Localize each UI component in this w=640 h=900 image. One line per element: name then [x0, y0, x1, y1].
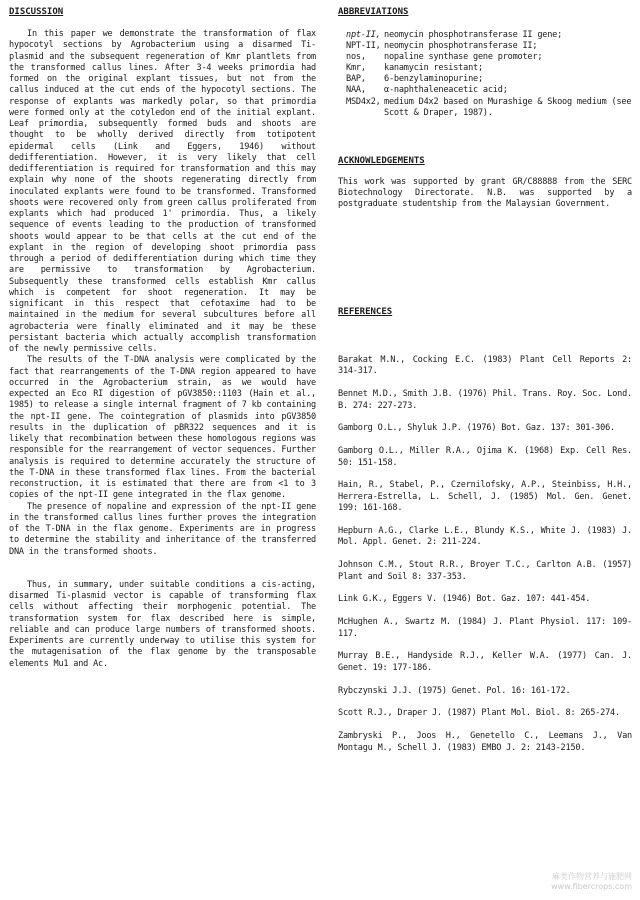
- abbreviation-definition: kanamycin resistant;: [384, 63, 483, 74]
- reference-item: McHughen A., Swartz M. (1984) J. Plant Physiol. 117: 109-117.: [338, 617, 632, 639]
- abbreviation-term: nos,: [346, 52, 366, 63]
- abbreviation-row: [338, 97, 632, 119]
- reference-item: Bennet M.D., Smith J.B. (1976) Phil. Trans. Roy. Soc. Lond. B. 274: 227-273.: [338, 389, 632, 411]
- abbreviation-term: MSD4x2,: [346, 96, 381, 107]
- abbreviation-definition: 6-benzylaminopurine;: [384, 74, 483, 85]
- acknowledgements-text: This work was supported by grant GR/C88888 from the SERC Biotechnology Directorate. N.B. was supported by a postgraduate studentship from the Malaysian Government.: [338, 176, 632, 210]
- watermark-line-1: 麻类作物营养与施肥网: [552, 872, 632, 881]
- abbreviation-definition: nopaline synthase gene promoter;: [384, 52, 543, 63]
- reference-item: Rybczynski J.J. (1975) Genet. Pol. 16: 161-172.: [338, 685, 571, 696]
- abbreviation-row: [338, 52, 632, 63]
- abbreviation-term: BAP,: [346, 74, 366, 85]
- acknowledgements-heading: ACKNOWLEDGEMENTS: [338, 155, 425, 166]
- abbreviations-heading: ABBREVIATIONS: [338, 7, 409, 17]
- abbreviation-definition: medium D4x2 based on Murashige & Skoog medium (see Scott & Draper, 1987).: [384, 96, 632, 118]
- reference-item: Scott R.J., Draper J. (1987) Plant Mol. Biol. 8: 265-274.: [338, 708, 620, 719]
- references-list: [338, 355, 632, 754]
- reference-item: Gamborg O.L., Shyluk J.P. (1976) Bot. Gaz. 137: 301-306.: [338, 423, 615, 434]
- abbreviations-list: [338, 30, 632, 119]
- abbreviation-term: NAA,: [346, 85, 366, 96]
- watermark-line-2: www.fibercrops.com: [551, 882, 632, 891]
- site-watermark: [551, 872, 632, 892]
- references-heading: REFERENCES: [338, 307, 393, 317]
- left-column: [9, 6, 316, 670]
- abbreviation-definition: neomycin phosphotransferase II gene;: [384, 30, 563, 40]
- reference-item: Zambryski P., Joos H., Genetello C., Leemans J., Van Montagu M., Schell J. (1983) EMBO J. 2: 2143-2150.: [338, 731, 632, 753]
- references-section: [338, 307, 632, 754]
- abbreviation-definition: α-naphthaleneacetic acid;: [384, 85, 508, 96]
- abbreviation-term: npt-II,: [346, 30, 381, 40]
- reference-item: Hain, R., Stabel, P., Czernilofsky, A.P., Steinbiss, H.H., Herrera-Estrella, L. Schell, J. (1985) Mol. Gen. Genet. 199: 161-168.: [338, 480, 632, 514]
- abbreviation-row: [338, 74, 632, 85]
- reference-item: Hepburn A.G., Clarke L.E., Blundy K.S., White J. (1983) J. Mol. Appl. Genet. 2: 211-224.: [338, 526, 632, 548]
- reference-item: Gamborg O.L., Miller R.A., Ojima K. (1968) Exp. Cell Res. 50: 151-158.: [338, 446, 632, 468]
- abbreviation-term: NPT-II,: [346, 41, 381, 52]
- discussion-paragraph-4: Thus, in summary, under suitable conditions a cis-acting, disarmed Ti-plasmid vector is capable of transforming flax cells without affecting their morphogenic potential. The transformation system for flax described here is simple, reliable and can produce large numbers of transformed shoots. Experiments are currently underway to utilise this system for the mutagenisation of the flax genome by the transposable elements Mu1 and Ac.: [9, 579, 316, 669]
- discussion-paragraph-2: The results of the T-DNA analysis were complicated by the fact that rearrangements of the T-DNA region appeared to have occurred in the Agrobacterium strain, as we would have expected an Eco RI digestion of pGV3850::1103 (Hain et al., 1985) to release a single internal fragment of 7 kb containing the npt-II gene. The cointegration of plasmids into pGV3850 results in the duplication of pBR322 sequences and it is likely that recombination between these homologous regions was responsible for the rearrangement of vector sequences. Further analysis is required to determine accurately the structure of the T-DNA in these transformed flax lines. From the bacterial reconstruction, it is estimated that there are from <1 to 3 copies of the npt-II gene integrated in the flax genome.: [9, 355, 316, 501]
- discussion-heading: DISCUSSION: [9, 7, 64, 17]
- right-column: [338, 6, 632, 753]
- reference-item: Johnson C.M., Stout R.R., Broyer T.C., Carlton A.B. (1957) Plant and Soil 8: 337-353.: [338, 560, 632, 582]
- discussion-paragraph-1: In this paper we demonstrate the transformation of flax hypocotyl sections by Agrobacterium using a disarmed Ti-plasmid and the subsequent regeneration of Kmr plantlets from the transformed callus lines. After 3-4 weeks primordia had formed on the original explant tissues, but not from the callus induced at the cut ends of the hypocotyl sections. The response of explants was markedly polar, so that primordia were formed only at the cotyledon end of the initial explant. Leaf primordia, subsequently formed buds and shoots are thought to be wholly derived directly from totipotent epidermal cells (Link and Eggers, 1946) without dedifferentiation. However, it is very likely that cell dedifferentiation is required for transformation and this may explain why none of the shoots regenerating directly from inoculated explants were found to be transformed. Transformed shoots were recovered only from green callus proliferated from explants which had produced 1' primordia. Thus, a likely sequence of events leading to the production of transformed shoots would appear to be that cells at the cut end of the explant in the region of developing shoot primordia pass through a period of dedifferentiation during which time they are permissive to transformation by Agrobacterium. Subsequently these transformed cells establish Kmr callus which is competent for shoot regeneration. It may be significant in this respect that cefotaxime had to be maintained in the medium for several subcultures before all agrobacteria were finally eliminated and it may be these persistant bacteria which actually accomplish transformation of the newly permissive cells.: [9, 29, 316, 354]
- abbreviation-definition: neomycin phosphotransferase II;: [384, 41, 538, 52]
- abbreviation-term: Kmr,: [346, 63, 366, 74]
- reference-item: Barakat M.N., Cocking E.C. (1983) Plant Cell Reports 2: 314-317.: [338, 355, 632, 377]
- reference-item: Murray B.E., Handyside R.J., Keller W.A. (1977) Can. J. Genet. 19: 177-186.: [338, 651, 632, 673]
- abbreviation-row: [338, 30, 632, 41]
- abbreviation-row: [338, 41, 632, 52]
- abbreviation-row: [338, 85, 632, 96]
- discussion-paragraph-3: The presence of nopaline and expression of the npt-II gene in the transformed callus lines further proves the integration of the T-DNA in the flax genome. Experiments are in progress to determine the stability and inheritance of the transferred DNA in the transformed shoots.: [9, 501, 316, 557]
- abbreviation-row: [338, 63, 632, 74]
- reference-item: Link G.K., Eggers V. (1946) Bot. Gaz. 107: 441-454.: [338, 594, 591, 605]
